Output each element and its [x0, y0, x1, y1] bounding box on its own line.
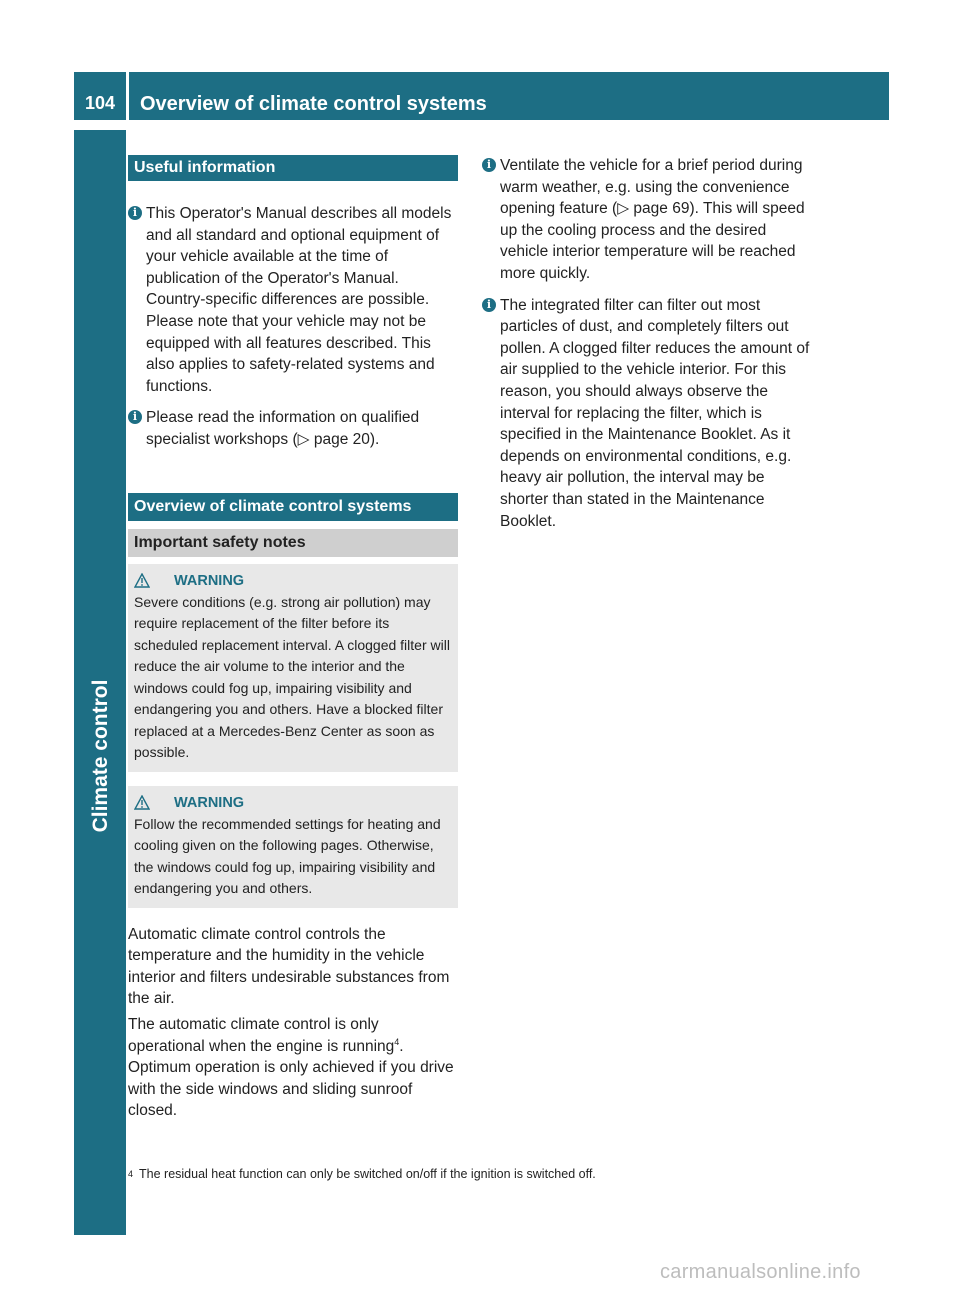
side-tab-label: Climate control: [89, 679, 113, 833]
warning-triangle-icon: [134, 573, 150, 588]
info-note: [482, 295, 814, 533]
warning-text: Follow the recommended settings for heating and cooling given on the following pages. Otherwise, the windows could fog up, impairing visibility and endangering you and others.: [134, 815, 441, 897]
footnote-ref[interactable]: 4: [394, 1036, 400, 1047]
warning-label: WARNING: [174, 794, 245, 811]
warning-box: [128, 786, 458, 908]
info-icon: i: [482, 298, 496, 312]
footnote-text: The residual heat function can only be switched on/off if the ignition is switched off.: [139, 1167, 596, 1181]
header-divider: [126, 72, 129, 120]
body-paragraph: [128, 1014, 458, 1122]
info-icon: i: [482, 158, 496, 172]
left-column: [128, 155, 458, 1122]
info-note: [482, 155, 814, 285]
info-note-text: Please read the information on qualified specialist workshops (▷ page 20).: [146, 409, 420, 448]
info-note: [128, 407, 458, 450]
footnote-mark: 4: [128, 1169, 134, 1179]
info-icon: i: [128, 410, 142, 424]
info-note-text: The integrated filter can filter out most particles of dust, and completely filters out pollen. A clogged filter reduces the amount of air supplied to the vehicle interior. For this reason, you should always observe the interval for replacing the filter, which is specified in the Maintenance Booklet. As it depends on environmental conditions, e.g. heavy air pollution, the interval may be shorter than stated in the Maintenance Booklet.: [500, 296, 810, 530]
warning-header: [134, 570, 452, 592]
info-note-text: Ventilate the vehicle for a brief period during warm weather, e.g. using the convenience opening feature (▷ page 69). This will speed up the cooling process and the desired vehicle interior temperature will be reached more quickly.: [500, 157, 805, 282]
body-text: . Optimum operation is only achieved if you drive with the side windows and sliding sunroof closed.: [128, 1037, 454, 1120]
warning-box: [128, 564, 458, 772]
section-heading: Overview of climate control systems: [128, 493, 458, 521]
warning-header: [134, 792, 452, 814]
info-note-text: This Operator's Manual describes all models and all standard and optional equipment of your vehicle available at the time of publication of the Operator's Manual. Country-specific differences are possible. Please note that your vehicle may not be equipped with all features described. This also applies to safety-related systems and functions.: [146, 205, 452, 395]
page-title: Overview of climate control systems: [140, 93, 487, 115]
body-paragraph: Automatic climate control controls the temperature and the humidity in the vehicle interior and filters undesirable substances from the air.: [128, 925, 450, 1008]
page-number: 104: [84, 93, 116, 113]
watermark: carmanualsonline.info: [660, 1261, 861, 1283]
right-column: [482, 155, 814, 532]
warning-label: WARNING: [174, 572, 245, 589]
warning-text: Severe conditions (e.g. strong air pollution) may require replacement of the filter before its scheduled replacement interval. A clogged filter will reduce the air volume to the interior and the windows could fog up, impairing visibility and endangering you and others. Have a blocked filter replaced at a Mercedes-Benz Center as soon as possible.: [134, 593, 450, 761]
useful-info-heading: Useful information: [128, 155, 458, 181]
side-tab: [84, 656, 118, 856]
body-text: The automatic climate control is only operational when the engine is running: [128, 1015, 395, 1055]
warning-triangle-icon: [134, 795, 150, 810]
footnote: [128, 1166, 828, 1182]
safety-notes-heading: Important safety notes: [128, 529, 458, 557]
info-note: [128, 203, 458, 397]
info-icon: i: [128, 206, 142, 220]
